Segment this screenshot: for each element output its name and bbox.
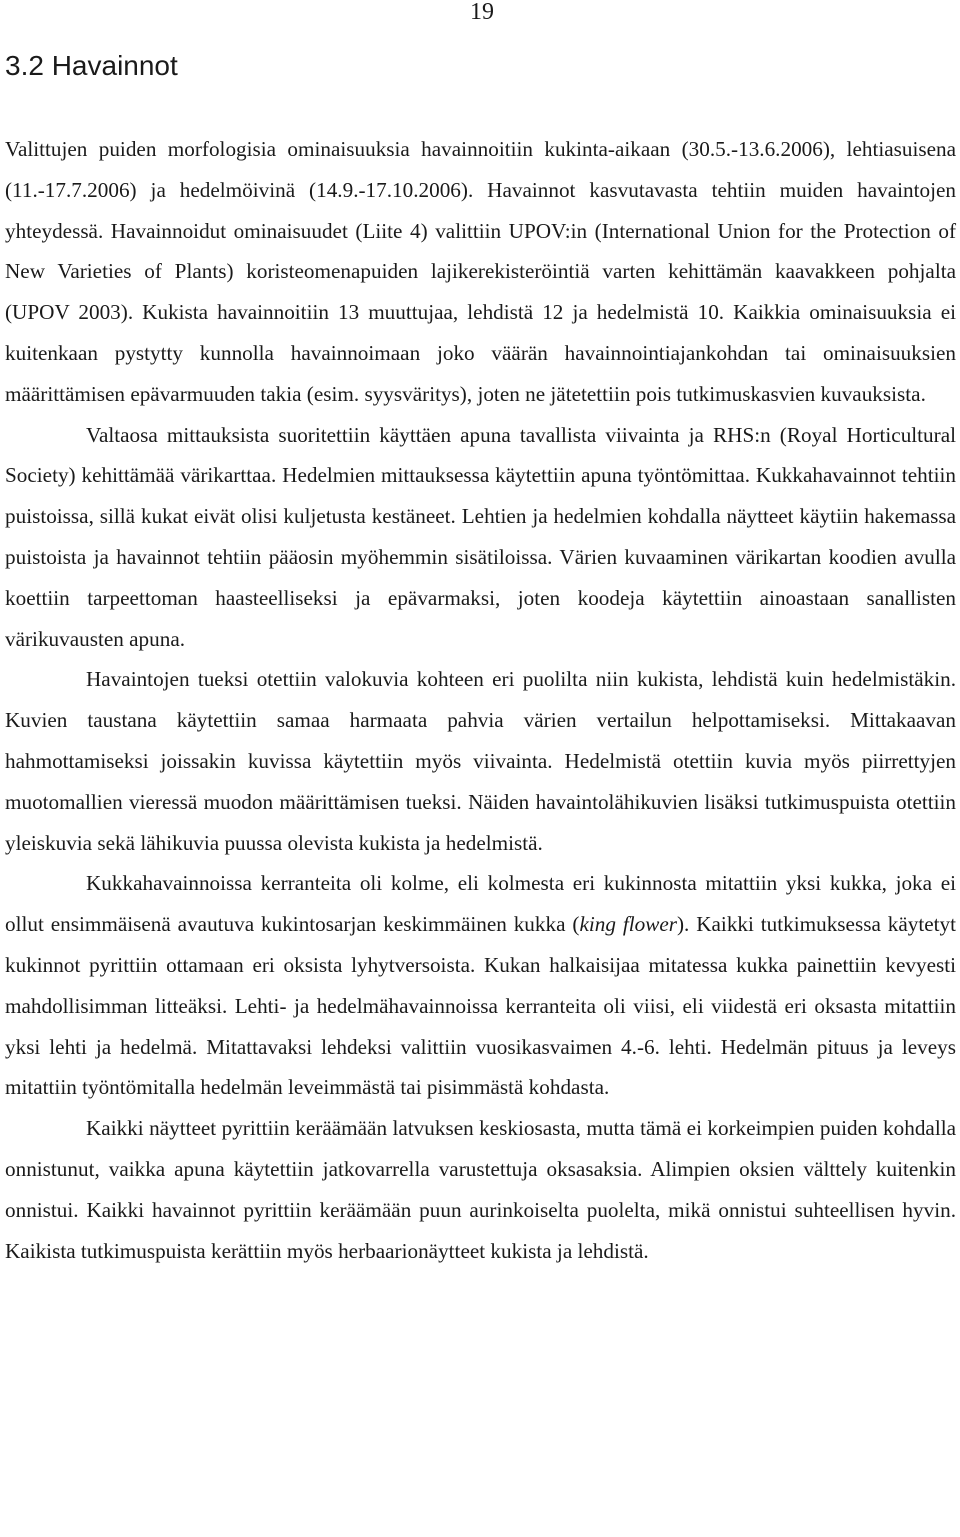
page-number: 19 — [470, 0, 494, 25]
replicates-text-after: ). Kaikki tutkimuksessa käytetyt kukinnot pyrittiin ottamaan eri oksista lyhytversoista. Kukan halkaisijaa mitatessa kukka painettiin kevyesti mahdollisimman litteäksi. Lehti- ja hedelmähavainnoissa kerranteita oli viisi, eli viidestä eri oksasta mitattiin yksi lehti ja hedelmä. Mitattavaksi lehdeksi valittiin vuosikasvaimen 4.-6. lehti. Hedelmän pituus ja leveys mitattiin työntömitalla hedelmän leveimmästä tai pisimmästä kohdasta. — [5, 912, 956, 1100]
section-heading: 3.2 Havainnot — [5, 50, 178, 81]
paragraph-photographs: Havaintojen tueksi otettiin valokuvia kohteen eri puolilta niin kukista, lehdistä kuin hedelmistäkin. Kuvien taustana käytettiin samaa harmaata pahvia värien vertailun helpottamiseksi. Mittakaavan hahmottamiseksi joissakin kuvissa käytettiin myös viivainta. Hedelmistä otettiin kuvia myös piirrettyjen muotomallien vieressä muodon määrittämisen tueksi. Näiden havaintolähikuvien lisäksi tutkimuspuista otettiin yleiskuvia sekä lähikuvia puussa olevista kukista ja hedelmistä. — [5, 667, 956, 855]
paragraph-sampling: Kaikki näytteet pyrittiin keräämään latvuksen keskiosasta, mutta tämä ei korkeimpien puiden kohdalla onnistunut, vaikka apuna käytettiin jatkovarrella varustettuja oksasaksia. Alimpien oksien välttely kuitenkin onnistui. Kaikki havainnot pyrittiin keräämään puun aurinkoiselta puolelta, mikä onnistui suhteellisen hyvin. Kaikista tutkimuspuista kerättiin myös herbaarionäytteet kukista ja lehdistä. — [5, 1116, 956, 1263]
body-text — [5, 129, 956, 1271]
king-flower-term: king flower — [579, 912, 677, 937]
replicates-text-before: Kukkahavainnoissa kerranteita oli kolme, eli kolmesta eri kukinnosta mitattiin yksi kukka, joka ei ollut ensimmäisenä avautuva kukintosarjan keskimmäinen kukka ( — [5, 871, 956, 937]
paragraph-replicates — [5, 863, 956, 1108]
paragraph-observations-intro: Valittujen puiden morfologisia ominaisuuksia havainnoitiin kukinta-aikaan (30.5.-13.6.2006), lehtiasuisena (11.-17.7.2006) ja hedelmöivinä (14.9.-17.10.2006). Havainnot kasvutavasta tehtiin muiden havaintojen yhteydessä. Havainnoidut ominaisuudet (Liite 4) valittiin UPOV:in (International Union for the Protection of New Varieties of Plants) koristeomenapuiden lajikerekisteröintiä varten kehittämän kaavakkeen pohjalta (UPOV 2003). Kukista havainnoitiin 13 muuttujaa, lehdistä 12 ja hedelmistä 10. Kaikkia ominaisuuksia ei kuitenkaan pystytty kunnolla havainnoimaan joko väärän havainnointiajankohdan tai ominaisuuksien määrittämisen epävarmuuden takia (esim. syysväritys), joten ne jätetettiin pois tutkimuskasvien kuvauksista. — [5, 137, 956, 406]
paragraph-measurements: Valtaosa mittauksista suoritettiin käyttäen apuna tavallista viivainta ja RHS:n (Royal Horticultural Society) kehittämää värikarttaa. Hedelmien mittauksessa käytettiin apuna työntömittaa. Kukkahavainnot tehtiin puistoissa, sillä kukat eivät olisi kuljetusta kestäneet. Lehtien ja hedelmien kohdalla näytteet käytiin hakemassa puistoista ja havainnot tehtiin pääosin myöhemmin sisätiloissa. Värien kuvaaminen värikartan koodien avulla koettiin tarpeettoman haasteelliseksi ja epävarmaksi, joten koodeja käytettiin ainoastaan sanallisten värikuvausten apuna. — [5, 422, 956, 651]
